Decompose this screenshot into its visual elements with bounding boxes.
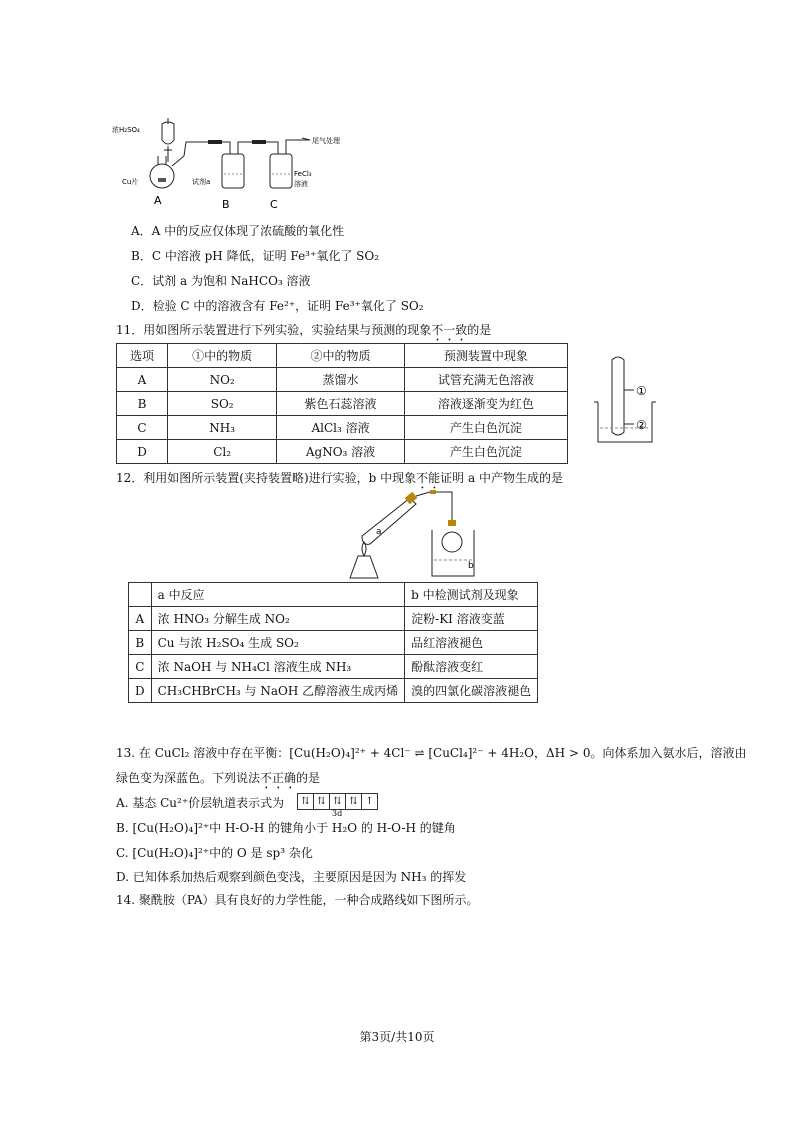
q10-option-b: B．C 中溶液 pH 降低，证明 Fe³⁺氧化了 SO₂: [131, 249, 380, 263]
orbital-box: ↑: [365, 796, 374, 807]
table-row: [129, 631, 538, 655]
table-cell: NH₃: [168, 416, 277, 440]
apparatus-figure-q10: [112, 118, 352, 212]
table-cell: B: [129, 631, 152, 655]
table-cell: C: [129, 655, 152, 679]
table-cell: 产生白色沉淀: [404, 416, 567, 440]
label-B: B: [222, 198, 230, 211]
table-row: [117, 440, 568, 464]
apparatus-figure-q11: [594, 356, 674, 448]
q12-stem: 12．利用如图所示装置(夹持装置略)进行实验，b 中现象不能证明 a 中产物生成的是: [116, 471, 563, 485]
table-cell: 溴的四氯化碳溶液褪色: [405, 679, 538, 703]
page-footer: 第3页/共10页: [359, 1030, 435, 1044]
table-cell: AgNO₃ 溶液: [277, 440, 404, 464]
table-cell: 淀粉-KI 溶液变蓝: [405, 607, 538, 631]
table-header-row: [117, 344, 568, 368]
q13-option-d: D. 已知体系加热后观察到颜色变浅，主要原因是因为 NH₃ 的挥发: [116, 870, 467, 884]
table-cell: B: [117, 392, 168, 416]
table-cell: 浓 HNO₃ 分解生成 NO₂: [151, 607, 405, 631]
label-circled-2: ②: [636, 418, 647, 432]
orbital-box: ⇅: [346, 794, 362, 809]
table-cell: NO₂: [168, 368, 277, 392]
label-b: b: [468, 561, 474, 571]
label-circled-1: ①: [636, 384, 647, 398]
q13-option-a: A. 基态 Cu²⁺价层轨道表示式为: [116, 796, 285, 810]
table-cell: Cl₂: [168, 440, 277, 464]
label-exhaust: 尾气处理: [312, 137, 340, 145]
label-a: a: [376, 527, 382, 537]
q11-stem: 11．用如图所示装置进行下列实验，实验结果与预测的现象不一致的是: [116, 323, 492, 337]
q13-stem-line1: 13. 在 CuCl₂ 溶液中存在平衡：[Cu(H₂O)₄]²⁺ + 4Cl⁻ ⇌ [CuCl₄]²⁻ + 4H₂O，ΔH > 0。向体系加入氨水后，溶液由: [116, 746, 747, 760]
table-header-cell: [129, 583, 152, 607]
table-cell: 浓 NaOH 与 NH₄Cl 溶液生成 NH₃: [151, 655, 405, 679]
orbital-label-3d: 3d: [332, 809, 343, 818]
orbital-box: ⇅: [330, 794, 346, 809]
table-row: [117, 392, 568, 416]
q12-table: [128, 582, 538, 703]
label-conc-sulfuric-acid: 浓H₂SO₄: [112, 126, 140, 134]
label-solution: 溶液: [294, 180, 308, 188]
apparatus-figure-q12: [340, 490, 480, 582]
table-cell: CH₃CHBrCH₃ 与 NaOH 乙醇溶液生成丙烯: [151, 679, 405, 703]
table-cell: 溶液逐渐变为红色: [404, 392, 567, 416]
table-header-cell: 预测装置中现象: [404, 344, 567, 368]
table-row: [117, 368, 568, 392]
table-row: [129, 679, 538, 703]
orbital-diagram: [297, 793, 378, 810]
q14-stem: 14. 聚酰胺（PA）具有良好的力学性能，一种合成路线如下图所示。: [116, 893, 479, 907]
table-row: [129, 607, 538, 631]
table-cell: 酚酞溶液变红: [405, 655, 538, 679]
label-A: A: [154, 194, 162, 207]
q13-option-b: B. [Cu(H₂O)₄]²⁺中 H-O-H 的键角小于 H₂O 的 H-O-H 的键角: [116, 821, 456, 835]
label-fecl3: FeCl₃: [294, 170, 312, 178]
table-cell: 蒸馏水: [277, 368, 404, 392]
table-header-cell: b 中检测试剂及现象: [405, 583, 538, 607]
table-cell: 紫色石蕊溶液: [277, 392, 404, 416]
table-cell: D: [129, 679, 152, 703]
table-header-cell: a 中反应: [151, 583, 405, 607]
q10-option-c: C．试剂 a 为饱和 NaHCO₃ 溶液: [131, 274, 311, 288]
table-row: [117, 416, 568, 440]
q10-option-a: A．A 中的反应仅体现了浓硫酸的氧化性: [131, 224, 345, 238]
table-cell: 产生白色沉淀: [404, 440, 567, 464]
q13-stem-line2: 绿色变为深蓝色。下列说法不正确的是: [116, 771, 321, 785]
table-header-cell: ①中的物质: [168, 344, 277, 368]
table-cell: 试管充满无色溶液: [404, 368, 567, 392]
table-cell: A: [129, 607, 152, 631]
table-cell: C: [117, 416, 168, 440]
table-header-row: [129, 583, 538, 607]
table-cell: AlCl₃ 溶液: [277, 416, 404, 440]
label-C: C: [270, 198, 278, 211]
q11-table: [116, 343, 568, 464]
q10-option-d: D．检验 C 中的溶液含有 Fe²⁺，证明 Fe³⁺氧化了 SO₂: [131, 299, 424, 313]
table-cell: D: [117, 440, 168, 464]
table-row: [129, 655, 538, 679]
label-reagent-a: 试剂a: [192, 178, 211, 186]
q13-option-c: C. [Cu(H₂O)₄]²⁺中的 O 是 sp³ 杂化: [116, 846, 313, 860]
orbital-box: ⇅: [298, 794, 314, 809]
table-cell: 品红溶液褪色: [405, 631, 538, 655]
table-cell: A: [117, 368, 168, 392]
label-copper: Cu片: [122, 178, 139, 186]
table-header-cell: 选项: [117, 344, 168, 368]
table-header-cell: ②中的物质: [277, 344, 404, 368]
orbital-box: ⇅: [314, 794, 330, 809]
table-cell: SO₂: [168, 392, 277, 416]
table-cell: Cu 与浓 H₂SO₄ 生成 SO₂: [151, 631, 405, 655]
